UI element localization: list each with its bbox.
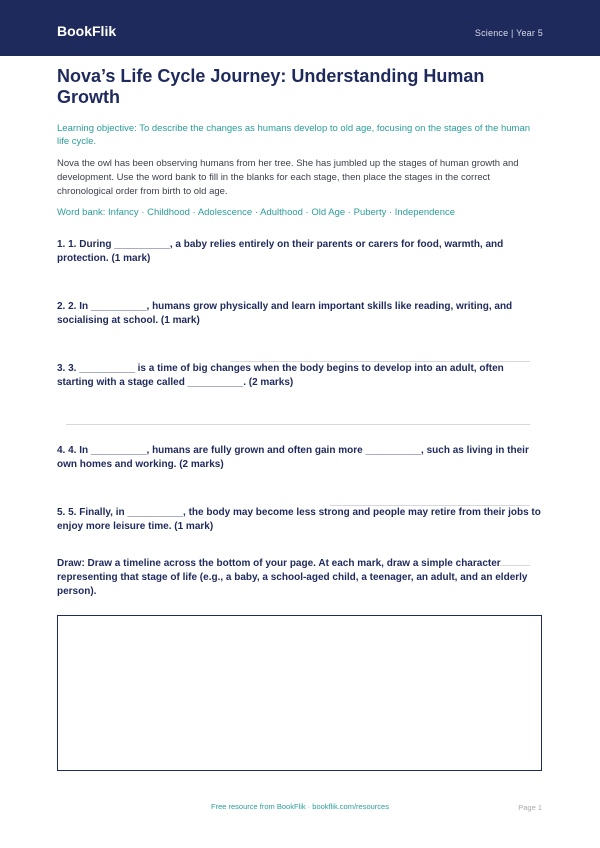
instructions-text: Nova the owl has been observing humans from her tree. She has jumbled up the stages of human growth and development. Use the word bank to fill in the blanks for each stage, then place the stages in the correct chronological order from birth to old age.: [57, 158, 519, 197]
question-2: 2. 2. In __________, humans grow physically and learn important skills like reading, writing, and socialising at school. (1 mark): [57, 301, 513, 326]
question-3: 3. 3. __________ is a time of big changes when the body begins to develop into an adult, often starting with a stage called __________. (2 marks): [57, 363, 504, 388]
question-4: 4. 4. In __________, humans are fully grown and often gain more __________, such as living in their own homes and working. (2 marks): [57, 445, 529, 470]
question-5: 5. 5. Finally, in __________, the body may become less strong and people may retire from their jobs to enjoy more leisure time. (1 mark): [57, 507, 541, 532]
footer-text[interactable]: Free resource from BookFlik · bookflik.com/resources: [211, 802, 389, 811]
worksheet-title: Nova’s Life Cycle Journey: Understanding Human Growth: [57, 66, 485, 107]
subject-year-label: Science | Year 5: [474, 28, 543, 38]
header-bar: [0, 0, 600, 56]
answer-line[interactable]: [66, 424, 530, 425]
question-1: 1. 1. During __________, a baby relies entirely on their parents or carers for food, warmth, and protection. (1 mark): [57, 239, 504, 264]
learning-objective: Learning objective: To describe the changes as humans develop to old age, focusing on the stages of the human life cycle.: [57, 123, 531, 147]
draw-task: Draw: Draw a timeline across the bottom of your page. At each mark, draw a simple character representing that stage of life (e.g., a baby, a school-aged child, a teenager, an adult, and an elderly person).: [57, 558, 528, 597]
brand-logo: BookFlik: [57, 23, 117, 39]
drawing-area[interactable]: [57, 615, 542, 771]
page-number: Page 1: [518, 803, 542, 812]
word-bank: Word bank: Infancy · Childhood · Adolescence · Adulthood · Old Age · Puberty · Independence: [57, 207, 456, 218]
